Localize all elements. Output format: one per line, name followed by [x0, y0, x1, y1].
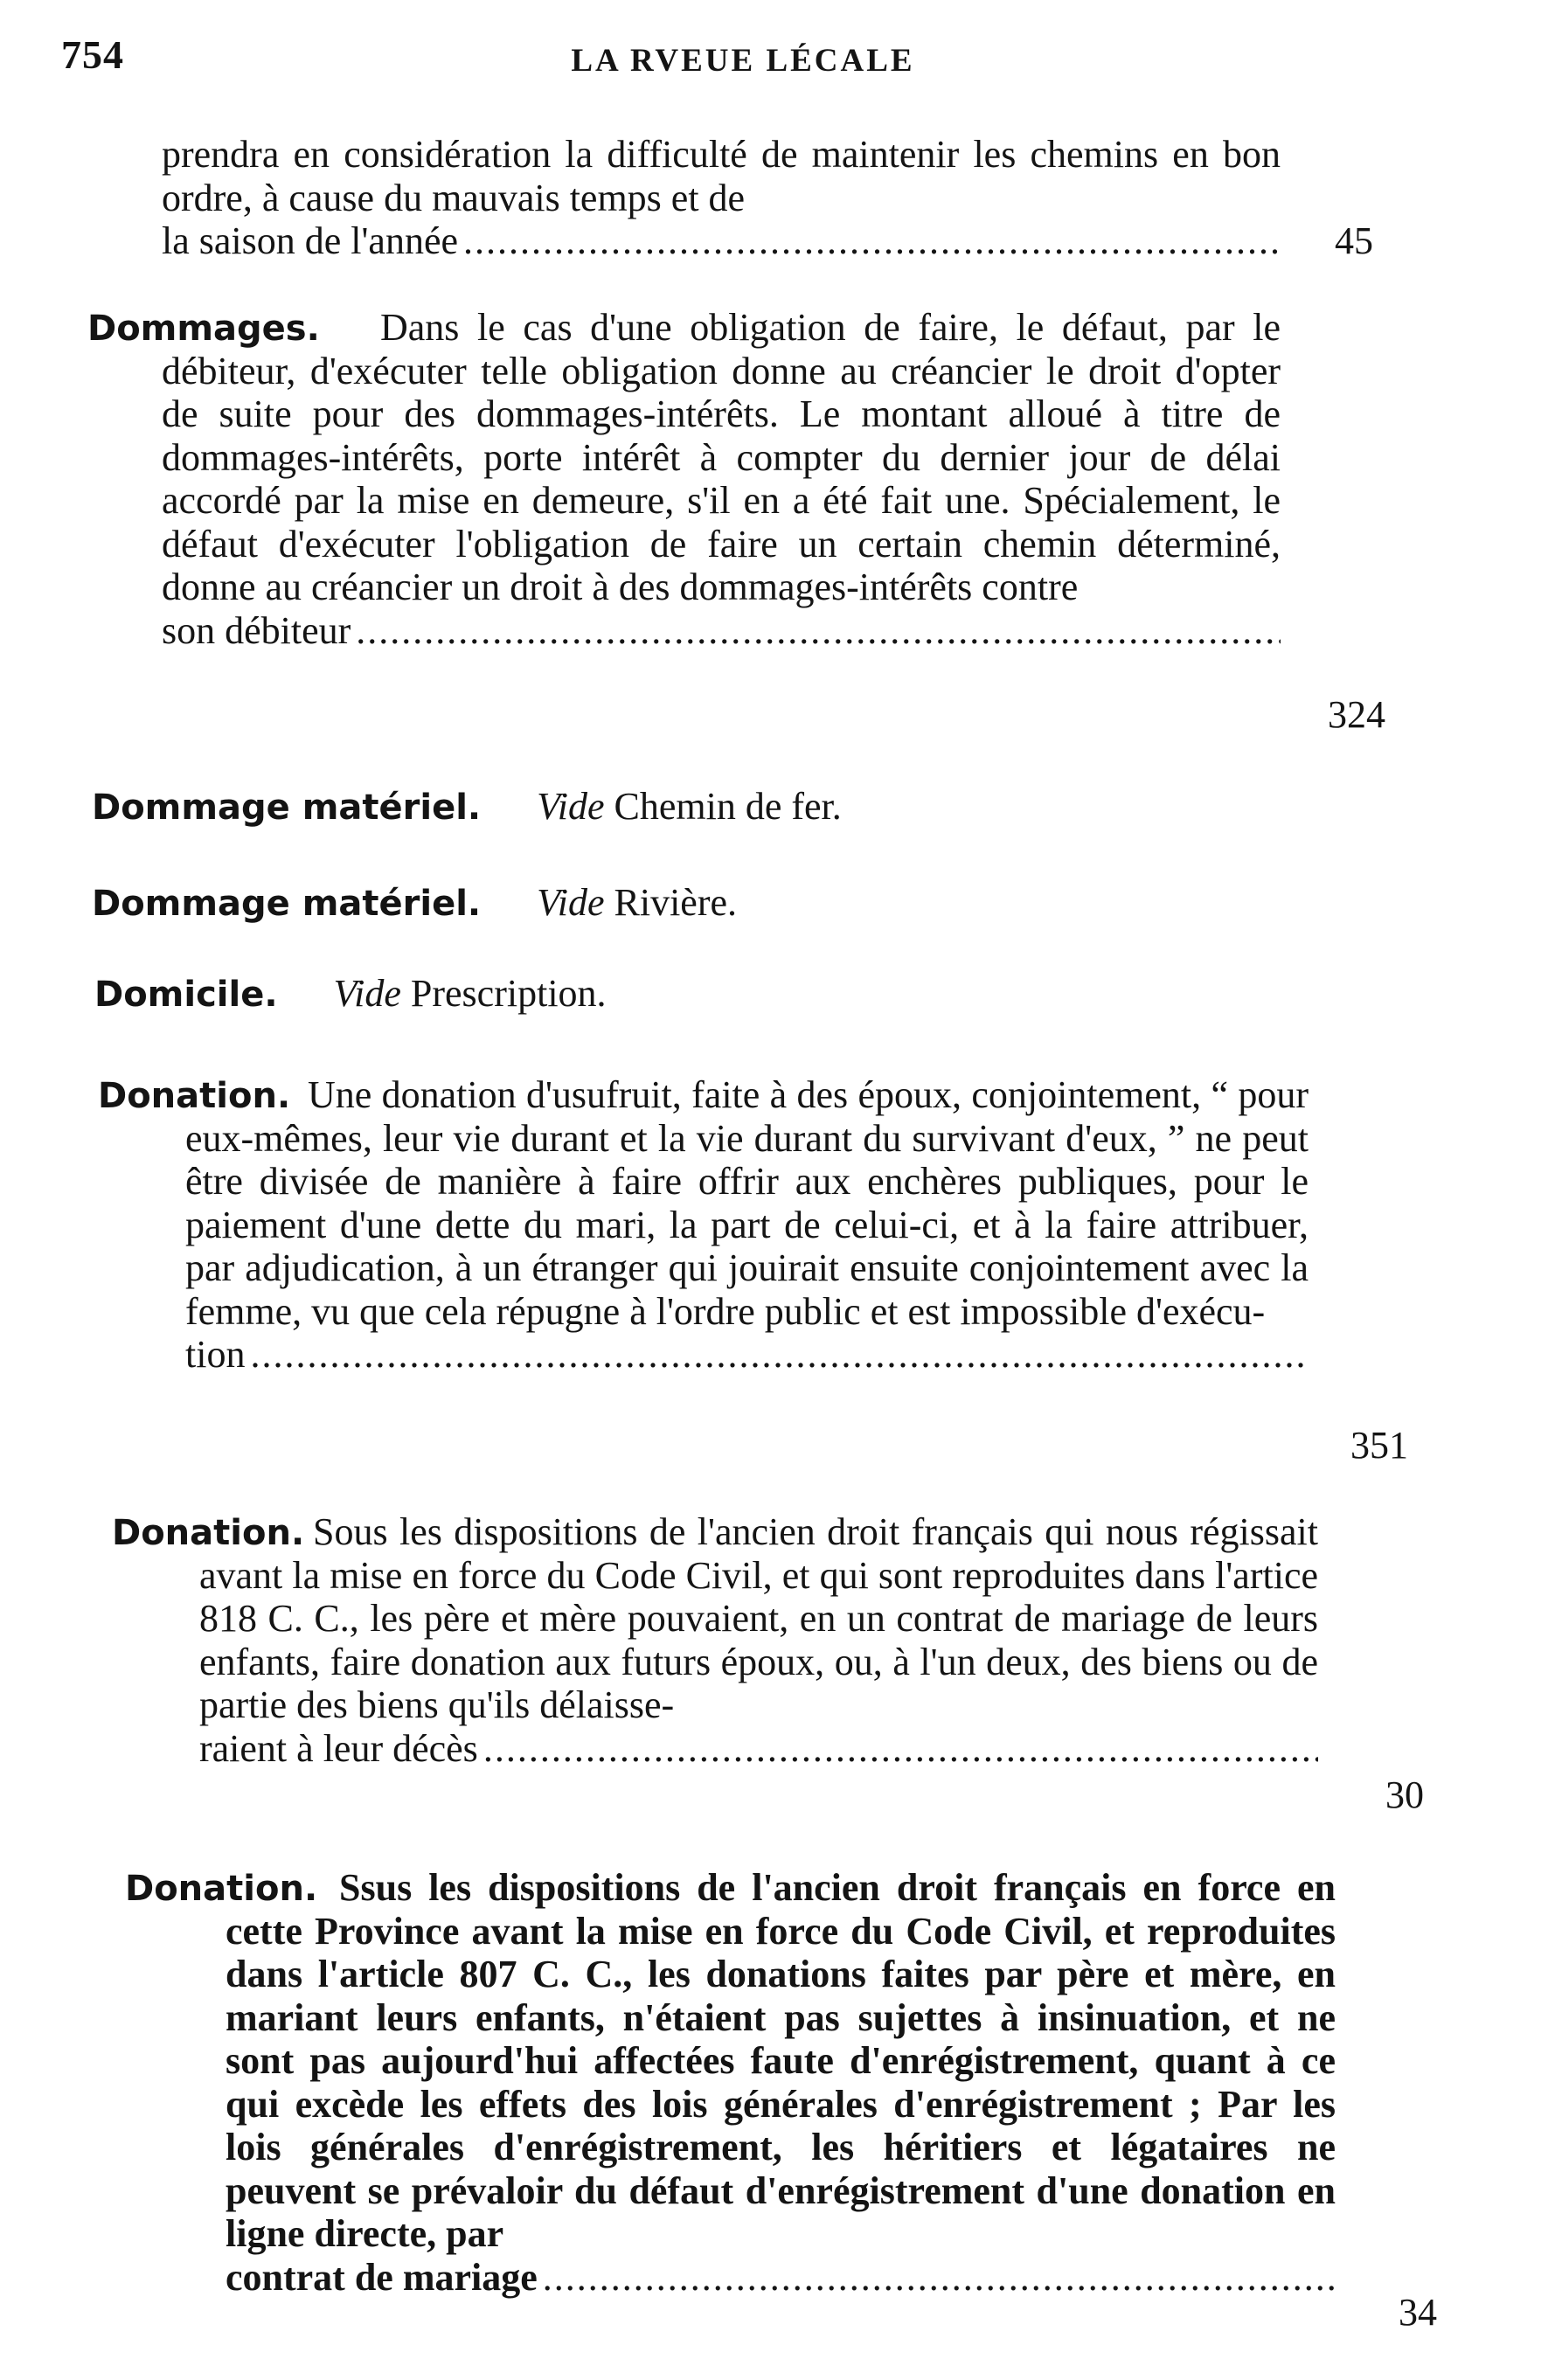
- index-entry-domicile: [94, 972, 1231, 1017]
- entry-head-word: Dommages.: [87, 309, 320, 349]
- entry-last-text: la saison de l'année: [162, 219, 459, 262]
- index-entry-dommage-materiel-1: [92, 785, 1228, 830]
- dot-leader: [463, 219, 1281, 263]
- entry-last-text: contrat de mariage: [226, 2255, 538, 2299]
- cross-reference: Rivière.: [614, 881, 738, 924]
- cross-reference: Chemin de fer.: [614, 785, 842, 828]
- index-entry-dommage-materiel-2: [92, 881, 1228, 926]
- running-title: LA RVEUE LÉCALE: [571, 43, 915, 79]
- vide-label: Vide: [537, 881, 605, 924]
- index-entry-donation-2: [112, 1510, 1318, 1770]
- page-reference: 351: [1350, 1424, 1408, 1467]
- dot-leader: [543, 2256, 1336, 2300]
- index-entry-continuation: [162, 133, 1281, 263]
- entry-text: Une donation d'usufruit, faite à des époux, conjointement, “ pour eux-mêmes, leur vie durant et la vie durant du survivant d'eux, ” ne peut être divisée de manière à faire offrir aux enchères publiques, pour le paiement d'une dette du mari, la part de celui-ci, et à la faire attribuer, par adjudication, à un étranger qui jouirait ensuite conjointement avec la femme, vu que cela répugne à l'ordre public et est impossible d'exécu-: [185, 1073, 1309, 1333]
- entry-text: Ssus les dispositions de l'ancien droit français en force en cette Province avant la mise en force du Code Civil, et reproduites dans l'article 807 C. C., les donations faites par père et mère, en mariant leurs enfants, n'étaient pas sujettes à insinuation, et ne sont pas aujourd'hui affectées faute d'enrégistrement, quant à ce qui excède les effets des lois générales d'enrégistrement ; Par les lois générales d'enrégistrement, les héritiers et légataires ne peuvent se prévaloir du défaut d'enrégistrement d'une donation en ligne directe, par: [226, 1866, 1336, 2255]
- page-reference: 34: [1399, 2291, 1437, 2334]
- vide-label: Vide: [333, 972, 401, 1015]
- entry-last-text: son débiteur: [162, 608, 351, 652]
- page-reference: 324: [1328, 693, 1385, 736]
- entry-head-word: Donation.: [125, 1869, 318, 1909]
- index-entry-donation-3: [125, 1866, 1336, 2299]
- cross-reference: Prescription.: [410, 972, 607, 1015]
- entry-last-text: tion: [185, 1333, 246, 1376]
- dot-leader: [356, 609, 1281, 653]
- index-entry-donation-1: [98, 1073, 1309, 1377]
- entry-text: prendra en considération la difficulté de maintenir les chemins en bon ordre, à cause du mauvais temps et de: [162, 133, 1281, 219]
- entry-last-line: [162, 609, 1281, 653]
- entry-last-line: [162, 219, 1281, 263]
- index-entry-dommages: [87, 306, 1281, 652]
- entry-head-word: Donation.: [112, 1513, 305, 1553]
- page-reference: 45: [1335, 219, 1373, 262]
- page-number: 754: [61, 32, 124, 77]
- page-reference: 30: [1385, 1773, 1424, 1816]
- dot-leader: [483, 1727, 1318, 1771]
- entry-head-word: Dommage matériel.: [92, 884, 482, 924]
- entry-last-text: raient à leur décès: [199, 1726, 478, 1770]
- entry-head-word: Domicile.: [94, 975, 278, 1015]
- vide-label: Vide: [537, 785, 605, 828]
- entry-head-word: Donation.: [98, 1076, 291, 1116]
- entry-last-line: [199, 1727, 1318, 1771]
- entry-text: Sous les dispositions de l'ancien droit français qui nous régissait avant la mise en force du Code Civil, et qui sont reproduites dans l'artice 818 C. C., les père et mère pouvaient, en un contrat de mariage de leurs enfants, faire donation aux futurs époux, ou, à l'un deux, des biens ou de partie des biens qu'ils délaisse-: [199, 1510, 1318, 1726]
- entry-head-word: Dommage matériel.: [92, 788, 482, 828]
- dot-leader: [250, 1333, 1309, 1377]
- entry-last-line: [226, 2256, 1336, 2300]
- entry-last-line: [185, 1333, 1309, 1377]
- entry-text: Dans le cas d'une obligation de faire, le défaut, par le débiteur, d'exécuter telle obligation donne au créancier le droit d'opter de suite pour des dommages-intérêts. Le montant alloué à titre de dommages-intérêts, porte intérêt à compter du dernier jour de délai accordé par la mise en demeure, s'il en a été fait une. Spécialement, le défaut d'exécuter l'obligation de faire un certain chemin déterminé, donne au créancier un droit à des dommages-intérêts contre: [162, 306, 1281, 608]
